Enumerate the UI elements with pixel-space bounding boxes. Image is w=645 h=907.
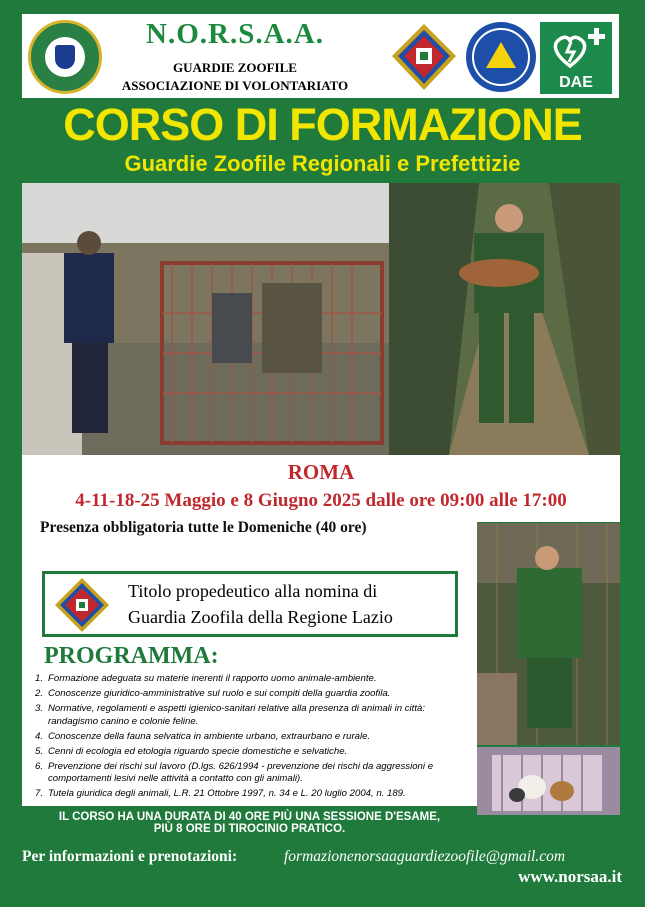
program-list	[35, 673, 472, 803]
course-subtitle: Guardie Zoofile Regionali e Prefettizie	[124, 151, 521, 176]
course-duration-note: IL CORSO HA UNA DURATA DI 40 ORE PIÙ UNA SESSIONE D'ESAME, PIÙ 8 ORE DI TIROCINIO PRATICO.	[58, 811, 441, 835]
protezione-civile-logo-icon	[466, 22, 536, 92]
program-item: 2. Conoscenze giuridico-amministrative sul ruolo e sui compiti della guardia zoofila.	[35, 687, 391, 699]
prerequisite-line-2: Guardia Zoofila della Regione Lazio	[128, 607, 393, 627]
regione-lazio-crest-icon	[54, 577, 110, 633]
guardie-ecozoofile-logo-icon	[28, 20, 102, 94]
event-city: ROMA	[287, 460, 355, 484]
contact-email-link[interactable]: formazionenorsaaguardiezoofile@gmail.com	[284, 848, 566, 865]
prerequisite-line-1: Titolo propedeutico alla nomina di	[128, 581, 378, 601]
course-title: CORSO DI FORMAZIONE	[63, 99, 582, 150]
photo-dogs-in-cage	[477, 747, 620, 815]
contact-label: Per informazioni e prenotazioni:	[22, 848, 238, 865]
photo-guard-kennel	[477, 523, 620, 745]
regione-lazio-crest-icon	[390, 22, 458, 92]
attendance-note: Presenza obbligatoria tutte le Domeniche (40 ore)	[40, 519, 367, 536]
website-link[interactable]: www.norsaa.it	[518, 867, 622, 886]
program-item: 4. Conoscenze della fauna selvatica in ambiente urbano, extraurbano e rurale.	[35, 730, 371, 742]
org-subtitle-2: ASSOCIAZIONE DI VOLONTARIATO	[121, 78, 349, 93]
program-item: 6. Prevenzione dei rischi sul lavoro (D.lgs. 626/1994 - prevenzione dei rischi da aggressioni e comportamenti lesivi nelle attività a contatto con gli animali).	[35, 760, 434, 785]
org-name: N.O.R.S.A.A.	[146, 18, 324, 50]
program-item: 3. Normative, regolamenti e aspetti igienico-sanitari relative alla presenza di animali in città: randagismo canino e colonie feline.	[35, 702, 425, 727]
program-item: 7. Tutela giuridica degli animali, L.R. 21 Ottobre 1997, n. 34 e L. 20 luglio 2004, n. 189.	[35, 788, 406, 800]
dae-label: DAE	[559, 74, 593, 91]
program-title: PROGRAMMA:	[44, 643, 219, 669]
event-dates: 4-11-18-25 Maggio e 8 Giugno 2025 dalle ore 09:00 alle 17:00	[75, 490, 567, 511]
program-item: 1. Formazione adeguata su materie inerenti il rapporto uomo animale-ambiente.	[35, 673, 377, 684]
program-item: 5. Cenni di ecologia ed etologia riguardo specie domestiche e selvatiche.	[35, 745, 348, 757]
org-subtitle-1: GUARDIE ZOOFILE	[173, 60, 297, 75]
photo-animal-rescue-gate	[22, 183, 389, 455]
photo-guard-holding-dog	[389, 183, 620, 455]
